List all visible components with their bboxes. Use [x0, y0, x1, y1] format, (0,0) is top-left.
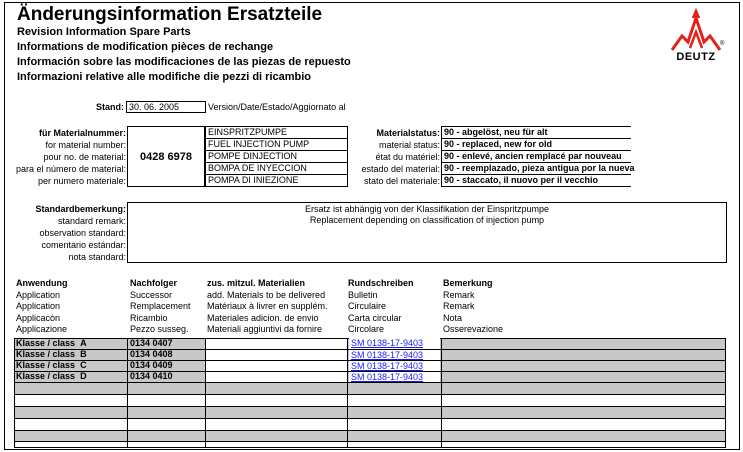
material-label-es: para el número de material: — [15, 164, 126, 174]
col-nachfolger-fr: Remplacement — [130, 301, 191, 312]
class-letter: A — [80, 338, 87, 348]
col-nachfolger-de: Nachfolger — [130, 278, 178, 288]
table-row — [14, 382, 726, 394]
class-table — [14, 338, 726, 448]
deutz-logo-icon — [666, 8, 726, 52]
material-label-en: for material number: — [45, 140, 126, 150]
col-bemerkung-fr: Remark — [443, 301, 475, 312]
material-number: 0428 6978 — [140, 151, 192, 163]
col-anwendung — [16, 278, 68, 336]
material-name-fr: POMPE DINJECTION — [205, 150, 348, 163]
col-rundschreiben-de: Rundschreiben — [348, 278, 414, 288]
status-value-es: 90 - reemplazado, pieza antigua por la nueva — [441, 162, 631, 175]
status-value-en: 90 - replaced, new for old — [441, 138, 631, 151]
table-row — [14, 430, 726, 442]
bulletin-link-d[interactable]: SM 0138-17-9403 — [349, 372, 440, 382]
remark-box — [127, 202, 727, 263]
stand-caption: Version/Date/Estado/Aggiornato al — [208, 102, 346, 112]
subtitle-en: Revision Information Spare Parts — [17, 26, 191, 38]
material-label-de: für Materialnummer: — [38, 128, 126, 138]
class-label: Klasse / class — [16, 349, 76, 359]
remark-label-es: comentario estándar: — [41, 240, 126, 250]
successor-d: 0134 0410 — [130, 371, 173, 381]
remark-line-de: Ersatz ist abhängig von der Klassifikation der Einspritzpumpe — [304, 204, 550, 214]
successor-b: 0134 0408 — [130, 349, 173, 359]
col-anwendung-es: Applicacòn — [16, 312, 61, 323]
table-row — [14, 394, 726, 406]
col-nachfolger-es: Ricambio — [130, 312, 168, 323]
remark-label-en: standard remark: — [57, 216, 126, 226]
col-rundschreiben-fr: Circulaire — [348, 301, 387, 312]
status-label-it: stato del materiale: — [363, 176, 440, 186]
col-rundschreiben-en: Bulletin — [348, 289, 378, 300]
status-value-it: 90 - staccato, il nuovo per il vecchio — [441, 174, 631, 187]
remark-label-de: Standardbemerkung: — [35, 204, 126, 214]
status-label-es: estado del material: — [361, 164, 440, 174]
col-nachfolger-it: Pezzo susseg. — [130, 324, 189, 335]
col-materialien-de: zus. mitzul. Materialien — [207, 278, 306, 288]
divider — [206, 349, 347, 350]
divider — [441, 338, 442, 448]
col-materialien-en: add. Materials to be delivered — [207, 289, 326, 300]
col-bemerkung — [443, 278, 503, 336]
stand-date-field: 30. 06. 2005 — [126, 101, 206, 113]
subtitle-fr: Informations de modification pièces de rechange — [17, 41, 274, 53]
status-label-en: material status: — [378, 140, 440, 150]
col-nachfolger — [130, 278, 191, 336]
bulletin-link-a[interactable]: SM 0138-17-9403 — [349, 338, 440, 349]
material-name-en: FUEL INJECTION PUMP — [205, 138, 348, 151]
subtitle-it: Informazioni relative alle modifiche die pezzi di ricambio — [17, 71, 312, 83]
col-anwendung-it: Applicazione — [16, 324, 68, 335]
col-rundschreiben — [348, 278, 414, 336]
class-letter: B — [80, 349, 87, 359]
logo-text: DEUTZ — [676, 51, 716, 63]
remark-label-it: nota standard: — [68, 252, 126, 262]
col-anwendung-de: Anwendung — [16, 278, 68, 288]
col-bemerkung-de: Bemerkung — [443, 278, 493, 288]
divider — [206, 360, 347, 361]
bulletin-link-b[interactable]: SM 0138-17-9403 — [349, 350, 440, 360]
status-value-fr: 90 - enlevé, ancien remplacé par nouveau — [441, 150, 631, 163]
material-label-fr: pour no. de material: — [43, 152, 126, 162]
col-anwendung-fr: Application — [16, 301, 61, 312]
table-row — [14, 406, 726, 418]
divider — [206, 371, 347, 372]
divider — [127, 338, 128, 448]
col-materialien — [207, 278, 328, 336]
col-materialien-fr: Matériaux à livrer en supplém. — [207, 301, 328, 312]
successor-c: 0134 0409 — [130, 360, 173, 370]
remark-line-en: Replacement depending on classification of injection pump — [309, 215, 545, 225]
remark-label-fr: observation standard: — [39, 228, 126, 238]
col-anwendung-en: Application — [16, 289, 61, 300]
col-materialien-es: Materiales adicion. de envio — [207, 312, 319, 323]
divider — [725, 338, 726, 448]
col-rundschreiben-it: Circolare — [348, 324, 385, 335]
class-label: Klasse / class — [16, 371, 76, 381]
status-value-de: 90 - abgelöst, neu für alt — [441, 126, 631, 139]
class-letter: C — [80, 360, 87, 370]
material-name-de: EINSPRITZPUMPE — [205, 126, 348, 139]
divider — [347, 338, 348, 448]
col-bemerkung-en: Remark — [443, 289, 475, 300]
material-name-es: BOMPA DE INYECCION — [205, 162, 348, 175]
col-rundschreiben-es: Carta circular — [348, 312, 402, 323]
successor-a: 0134 0407 — [130, 338, 173, 348]
material-label-it: per numero materiale: — [37, 176, 126, 186]
bulletin-link-c[interactable]: SM 0138-17-9403 — [349, 361, 440, 371]
col-bemerkung-it: Osserevazione — [443, 324, 504, 335]
class-letter: D — [80, 371, 87, 381]
col-bemerkung-es: Nota — [443, 312, 463, 323]
status-label-fr: état du matériel: — [375, 152, 440, 162]
class-label: Klasse / class — [16, 360, 76, 370]
stand-label: Stand: — [96, 102, 124, 112]
status-label-de: Materialstatus: — [376, 128, 440, 138]
class-row-d-label — [16, 371, 87, 382]
divider — [205, 338, 206, 448]
col-nachfolger-en: Successor — [130, 289, 173, 300]
page-title: Änderungsinformation Ersatzteile — [17, 4, 323, 25]
class-label: Klasse / class — [16, 338, 76, 348]
deutz-logo — [666, 8, 726, 66]
table-row — [14, 418, 726, 430]
logo-registered-mark: ® — [720, 41, 725, 47]
divider — [14, 338, 15, 448]
class-row-a-label — [16, 338, 87, 349]
class-row-c-label — [16, 360, 87, 371]
subtitle-es: Información sobre las modificaciones de las piezas de repuesto — [17, 56, 351, 68]
material-name-it: POMPA DI INIEZIONE — [205, 174, 348, 187]
class-row-b-label — [16, 349, 87, 360]
col-materialien-it: Materiali aggiuntivi da fornire — [207, 324, 323, 335]
material-number-box — [127, 126, 205, 187]
